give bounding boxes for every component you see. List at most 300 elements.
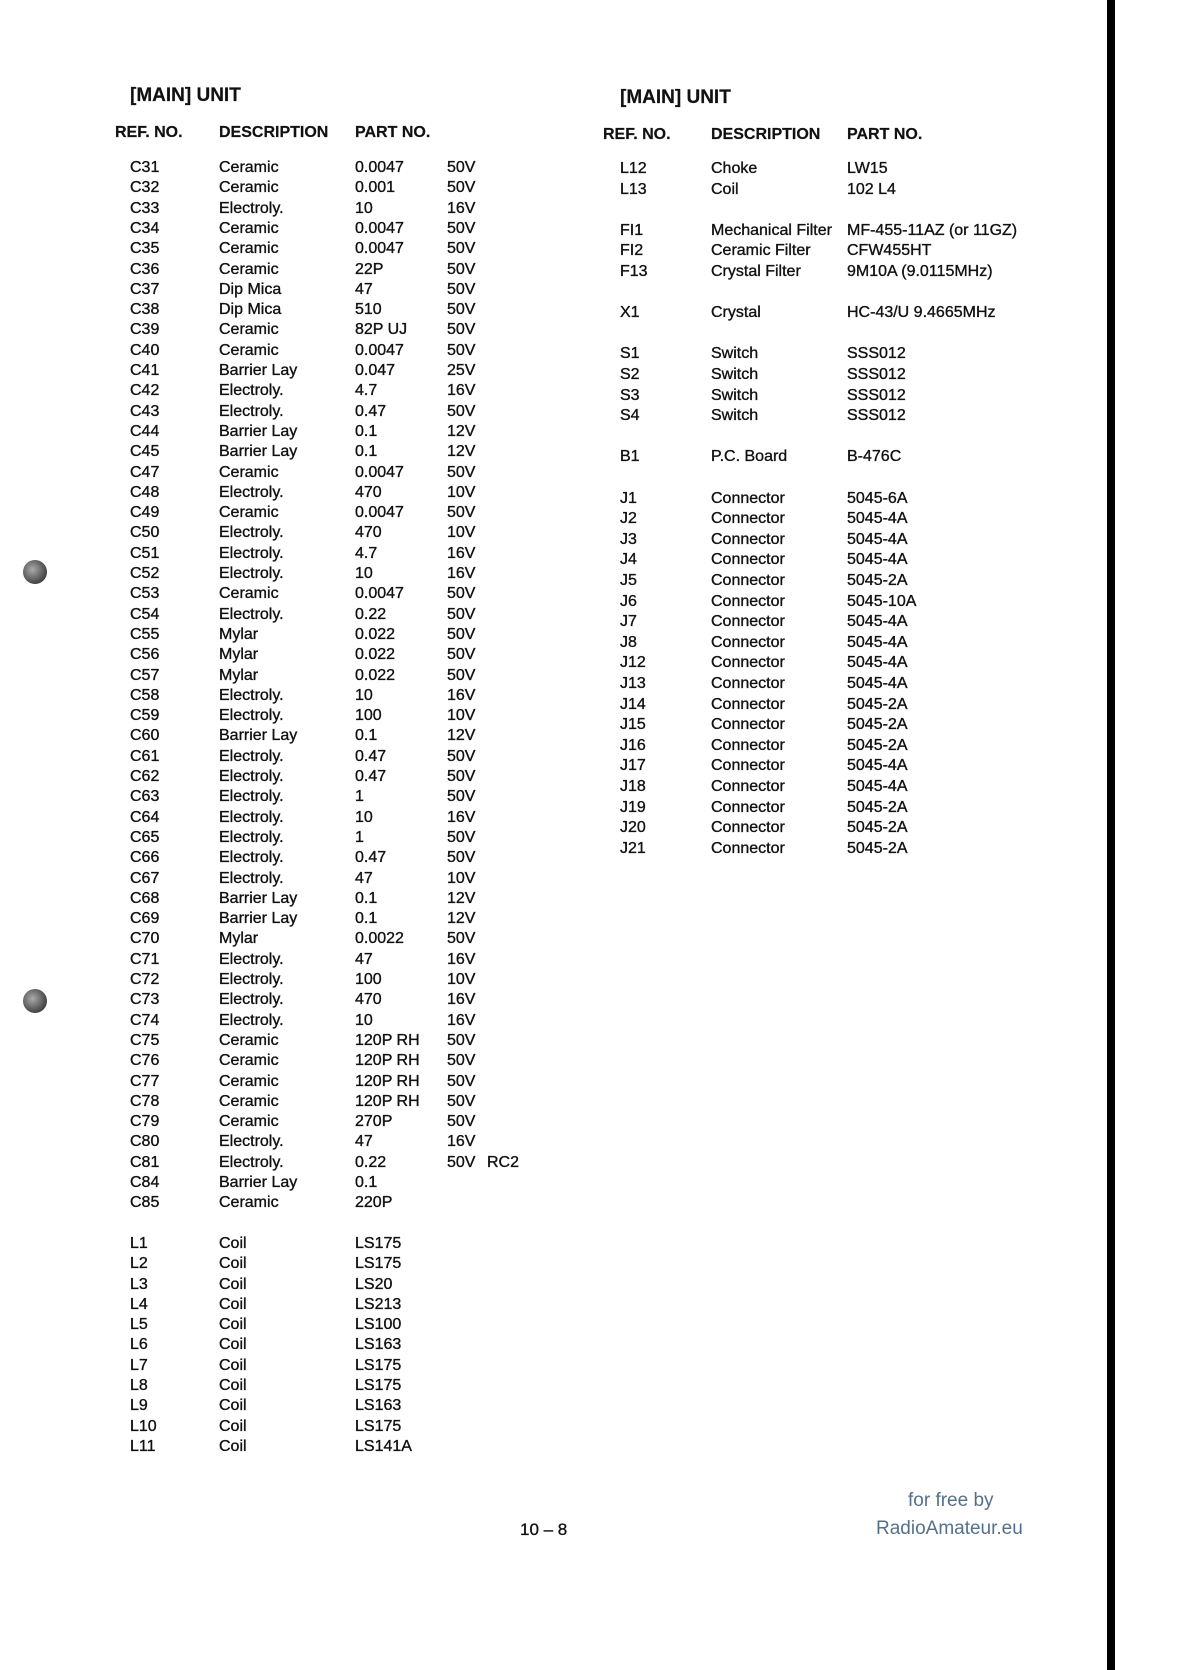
ref-no: J18 <box>620 778 646 795</box>
ref-no: L6 <box>130 1336 148 1354</box>
description: Ceramic Filter <box>711 242 811 260</box>
part-no: 5045-2A <box>847 572 908 589</box>
description: Ceramic <box>219 219 279 237</box>
part-no: 0.0047 <box>355 219 404 237</box>
description: Electroly. <box>219 971 284 988</box>
part-no: 1 <box>355 828 364 846</box>
description: Ceramic <box>219 1092 279 1110</box>
voltage-rating: 16V <box>447 950 476 968</box>
description: Connector <box>711 736 785 754</box>
part-no: 4.7 <box>355 544 378 562</box>
description: Electroly. <box>219 565 284 582</box>
voltage-rating: 50V <box>447 219 476 237</box>
ref-no: C52 <box>130 565 160 582</box>
description: Electroly. <box>219 950 284 968</box>
part-no: 0.22 <box>355 1153 387 1171</box>
part-no: CFW455HT <box>847 242 932 260</box>
description: Connector <box>711 633 785 651</box>
description: Electroly. <box>219 1011 284 1029</box>
description: Coil <box>219 1397 247 1415</box>
ref-no: C41 <box>130 362 160 379</box>
voltage-rating: 50V <box>447 463 476 481</box>
ref-no: L10 <box>130 1417 157 1435</box>
voltage-rating: 50V <box>447 260 476 278</box>
voltage-rating: 25V <box>447 362 476 379</box>
part-no: 5045-4A <box>847 654 908 672</box>
ref-no: C32 <box>130 179 160 197</box>
voltage-rating: 16V <box>447 565 476 582</box>
description: Electroly. <box>219 849 284 867</box>
description: Electroly. <box>219 768 284 785</box>
part-no: 220P <box>355 1194 393 1212</box>
voltage-rating: 16V <box>447 199 476 217</box>
part-no: 0.0047 <box>355 504 404 522</box>
ref-no: L11 <box>130 1437 156 1455</box>
part-no: LS175 <box>355 1417 402 1435</box>
description: Ceramic <box>219 585 279 603</box>
part-no: 47 <box>355 869 373 887</box>
ref-no: J14 <box>620 695 646 713</box>
voltage-rating: 50V <box>447 585 476 603</box>
description: Coil <box>219 1377 247 1394</box>
voltage-rating: 12V <box>447 889 476 907</box>
ref-no: C60 <box>130 727 160 745</box>
description: Switch <box>711 407 759 425</box>
part-no: LS175 <box>355 1356 402 1374</box>
voltage-rating: 50V <box>447 1092 476 1110</box>
ref-no: C85 <box>130 1194 160 1212</box>
description: Ceramic <box>219 463 279 481</box>
voltage-rating: 16V <box>447 382 476 400</box>
ref-no: C34 <box>130 219 160 237</box>
part-no: 10 <box>355 686 373 704</box>
ref-no: L2 <box>130 1255 148 1273</box>
description: Electroly. <box>219 869 284 887</box>
part-no: 0.47 <box>355 849 387 867</box>
part-no: 47 <box>355 280 373 298</box>
voltage-rating: 50V <box>447 341 476 359</box>
part-no: SSS012 <box>847 366 906 383</box>
ref-no: C71 <box>130 950 160 968</box>
ref-no: C44 <box>130 422 160 440</box>
part-no: 47 <box>355 950 373 968</box>
ref-no: C62 <box>130 768 160 785</box>
ref-no: J15 <box>620 716 646 734</box>
description: Switch <box>711 386 759 404</box>
part-no: SSS012 <box>847 407 906 425</box>
ref-no: C63 <box>130 788 160 806</box>
description: Ceramic <box>219 504 279 522</box>
ref-no: C78 <box>130 1092 160 1110</box>
voltage-rating: 16V <box>447 991 476 1009</box>
part-no: 5045-2A <box>847 716 908 734</box>
part-no: 270P <box>355 1113 393 1131</box>
part-no: 9M10A (9.0115MHz) <box>847 263 993 280</box>
part-no: LS163 <box>355 1336 402 1354</box>
description: Mylar <box>219 646 259 664</box>
ref-no: S2 <box>620 366 640 383</box>
ref-no: C76 <box>130 1052 160 1070</box>
voltage-rating: 50V <box>447 605 476 623</box>
ref-no: J16 <box>620 736 646 754</box>
part-no: 0.47 <box>355 768 387 785</box>
part-no: 5045-4A <box>847 633 908 651</box>
description: Barrier Lay <box>219 727 298 745</box>
ref-no: C68 <box>130 889 160 907</box>
description: Electroly. <box>219 686 284 704</box>
description: Electroly. <box>219 544 284 562</box>
description: Coil <box>711 180 739 198</box>
voltage-rating: 12V <box>447 422 476 440</box>
description: Connector <box>711 716 785 734</box>
description: Connector <box>711 798 785 816</box>
voltage-rating: 50V <box>447 849 476 867</box>
ref-no: J7 <box>620 613 637 631</box>
ref-no: FI1 <box>620 221 644 239</box>
ref-no: C31 <box>130 159 160 176</box>
description: Electroly. <box>219 828 284 846</box>
description: Electroly. <box>219 788 284 806</box>
ref-no: C53 <box>130 585 160 603</box>
part-no: 102 L4 <box>847 180 896 198</box>
voltage-rating: 10V <box>447 971 476 988</box>
part-no: LW15 <box>847 160 888 177</box>
part-no: 5045-4A <box>847 778 908 795</box>
description: Ceramic <box>219 159 279 176</box>
voltage-rating: 50V <box>447 747 476 765</box>
part-no: 5045-6A <box>847 489 908 507</box>
description: Ceramic <box>219 321 279 339</box>
ref-no: J19 <box>620 798 646 816</box>
description: Ceramic <box>219 260 279 278</box>
part-no: 0.47 <box>355 747 387 765</box>
voltage-rating: 10V <box>447 524 476 542</box>
ref-no: L9 <box>130 1397 148 1415</box>
ref-no: J1 <box>620 489 637 507</box>
description: Dip Mica <box>219 280 282 298</box>
description: Barrier Lay <box>219 910 298 928</box>
ref-no: C69 <box>130 910 160 928</box>
part-no: 120P RH <box>355 1052 420 1070</box>
part-no: 5045-4A <box>847 530 908 548</box>
description: Barrier Lay <box>219 422 298 440</box>
part-no: 10 <box>355 808 373 826</box>
description: Crystal Filter <box>711 263 801 280</box>
punch-hole <box>23 560 47 584</box>
part-no: 5045-4A <box>847 613 908 631</box>
voltage-rating: 50V <box>447 280 476 298</box>
voltage-rating: 10V <box>447 483 476 501</box>
description: Mylar <box>219 666 259 684</box>
description: Ceramic <box>219 341 279 359</box>
description: Mylar <box>219 625 259 643</box>
part-no: 22P <box>355 260 384 278</box>
ref-no: C43 <box>130 402 160 420</box>
voltage-rating: 50V <box>447 1072 476 1090</box>
description: Electroly. <box>219 483 284 501</box>
part-no: 0.001 <box>355 179 396 197</box>
description: Electroly. <box>219 382 284 400</box>
description: Connector <box>711 592 785 610</box>
left-header-ref: REF. NO. <box>115 124 183 141</box>
ref-no: J5 <box>620 572 637 589</box>
ref-no: C36 <box>130 260 160 278</box>
voltage-rating: 12V <box>447 727 476 745</box>
description: Dip Mica <box>219 301 282 319</box>
part-no: 120P RH <box>355 1092 420 1110</box>
ref-no: FI2 <box>620 242 644 260</box>
description: Switch <box>711 345 759 363</box>
ref-no: L13 <box>620 180 647 198</box>
part-no: MF-455-11AZ (or 11GZ) <box>847 221 1018 239</box>
ref-no: C84 <box>130 1174 160 1191</box>
description: Electroly. <box>219 1153 284 1171</box>
description: Coil <box>219 1275 247 1293</box>
ref-no: C42 <box>130 382 160 400</box>
description: Barrier Lay <box>219 1174 298 1191</box>
ref-no: C38 <box>130 301 160 319</box>
left-unit-title: [MAIN] UNIT <box>130 85 241 106</box>
part-no: 5045-2A <box>847 736 908 754</box>
description: Connector <box>711 654 785 672</box>
description: Electroly. <box>219 402 284 420</box>
part-no: 0.047 <box>355 362 396 379</box>
ref-no: L12 <box>620 160 647 177</box>
part-no: 5045-2A <box>847 819 908 837</box>
punch-hole <box>23 989 47 1013</box>
ref-no: J3 <box>620 530 637 548</box>
right-header-part: PART NO. <box>847 126 923 143</box>
description: Ceramic <box>219 240 279 258</box>
description: Coil <box>219 1417 247 1435</box>
part-no: LS175 <box>355 1255 402 1273</box>
right-header-ref: REF. NO. <box>603 126 671 143</box>
ref-no: C67 <box>130 869 160 887</box>
description: Connector <box>711 510 785 528</box>
part-no: 470 <box>355 524 382 542</box>
part-no: 0.022 <box>355 646 396 664</box>
voltage-rating: 16V <box>447 686 476 704</box>
ref-no: J17 <box>620 757 646 775</box>
voltage-rating: 50V <box>447 1153 476 1171</box>
voltage-rating: 50V <box>447 301 476 319</box>
part-no: 0.22 <box>355 605 387 623</box>
voltage-rating: 50V <box>447 828 476 846</box>
description: Ceramic <box>219 1194 279 1212</box>
description: Electroly. <box>219 1133 284 1151</box>
description: Electroly. <box>219 199 284 217</box>
ref-no: C51 <box>130 544 160 562</box>
description: Connector <box>711 551 785 569</box>
part-no: 1 <box>355 788 364 806</box>
part-no: 470 <box>355 991 382 1009</box>
description: Coil <box>219 1316 247 1334</box>
part-no: LS213 <box>355 1295 402 1313</box>
watermark-line1: for free by <box>908 1490 994 1511</box>
voltage-rating: 12V <box>447 443 476 461</box>
voltage-rating: 50V <box>447 504 476 522</box>
description: Connector <box>711 839 785 857</box>
ref-no: J8 <box>620 633 637 651</box>
voltage-rating: 50V <box>447 930 476 948</box>
voltage-rating: 10V <box>447 869 476 887</box>
description: Ceramic <box>219 1072 279 1090</box>
part-no: 0.0047 <box>355 585 404 603</box>
description: Electroly. <box>219 605 284 623</box>
description: Electroly. <box>219 524 284 542</box>
description: Ceramic <box>219 179 279 197</box>
part-no: 0.0047 <box>355 341 404 359</box>
ref-no: J4 <box>620 551 637 569</box>
left-header-part: PART NO. <box>355 124 431 141</box>
part-no: 10 <box>355 199 373 217</box>
voltage-rating: 50V <box>447 159 476 176</box>
ref-no: C39 <box>130 321 160 339</box>
description: Ceramic <box>219 1113 279 1131</box>
voltage-rating: 50V <box>447 402 476 420</box>
ref-no: B1 <box>620 448 640 466</box>
part-no: 0.1 <box>355 1174 378 1191</box>
right-header-desc: DESCRIPTION <box>711 126 821 143</box>
voltage-rating: 12V <box>447 910 476 928</box>
part-no: 5045-4A <box>847 510 908 528</box>
description: Connector <box>711 695 785 713</box>
part-no: 510 <box>355 301 382 319</box>
description: Ceramic <box>219 1052 279 1070</box>
ref-no: C49 <box>130 504 160 522</box>
ref-no: S3 <box>620 386 640 404</box>
ref-no: C58 <box>130 686 160 704</box>
ref-no: C74 <box>130 1011 160 1029</box>
part-no: 10 <box>355 1011 373 1029</box>
ref-no: X1 <box>620 304 640 322</box>
part-no: LS163 <box>355 1397 402 1415</box>
ref-no: C66 <box>130 849 160 867</box>
ref-no: J21 <box>620 839 646 857</box>
description: Coil <box>219 1336 247 1354</box>
voltage-rating: 10V <box>447 707 476 725</box>
voltage-rating: 50V <box>447 625 476 643</box>
description: Electroly. <box>219 991 284 1009</box>
part-no: 0.022 <box>355 666 396 684</box>
ref-no: L7 <box>130 1356 148 1374</box>
description: Switch <box>711 366 759 383</box>
note: RC2 <box>487 1153 520 1171</box>
description: Coil <box>219 1437 247 1455</box>
voltage-rating: 50V <box>447 788 476 806</box>
ref-no: C70 <box>130 930 160 948</box>
ref-no: J2 <box>620 510 637 528</box>
ref-no: C77 <box>130 1072 160 1090</box>
description: Electroly. <box>219 747 284 765</box>
watermark-line2: RadioAmateur.eu <box>876 1518 1023 1539</box>
ref-no: C55 <box>130 625 160 643</box>
ref-no: S4 <box>620 407 640 425</box>
voltage-rating: 16V <box>447 808 476 826</box>
ref-no: C37 <box>130 280 160 298</box>
part-no: 120P RH <box>355 1031 420 1049</box>
part-no: 5045-2A <box>847 695 908 713</box>
part-no: 0.1 <box>355 727 378 745</box>
part-no: SSS012 <box>847 345 906 363</box>
part-no: 0.1 <box>355 422 378 440</box>
ref-no: C35 <box>130 240 160 258</box>
ref-no: C81 <box>130 1153 160 1171</box>
part-no: 120P RH <box>355 1072 420 1090</box>
ref-no: C40 <box>130 341 160 359</box>
part-no: 5045-10A <box>847 592 917 610</box>
voltage-rating: 50V <box>447 1031 476 1049</box>
voltage-rating: 50V <box>447 179 476 197</box>
description: Connector <box>711 530 785 548</box>
ref-no: L4 <box>130 1295 148 1313</box>
ref-no: C73 <box>130 991 160 1009</box>
part-no: SSS012 <box>847 386 906 404</box>
description: Mechanical Filter <box>711 221 832 239</box>
description: Barrier Lay <box>219 889 298 907</box>
voltage-rating: 50V <box>447 321 476 339</box>
part-no: 5045-4A <box>847 675 908 692</box>
part-no: 0.1 <box>355 910 378 928</box>
description: Coil <box>219 1234 247 1252</box>
description: Electroly. <box>219 707 284 725</box>
ref-no: C33 <box>130 199 160 217</box>
part-no: LS175 <box>355 1377 402 1394</box>
description: Connector <box>711 613 785 631</box>
description: Coil <box>219 1295 247 1313</box>
description: P.C. Board <box>711 448 788 466</box>
part-no: 4.7 <box>355 382 378 400</box>
voltage-rating: 50V <box>447 1113 476 1131</box>
part-no: 0.0047 <box>355 240 404 258</box>
voltage-rating: 50V <box>447 1052 476 1070</box>
ref-no: S1 <box>620 345 640 363</box>
ref-no: C61 <box>130 747 160 765</box>
description: Connector <box>711 778 785 795</box>
ref-no: C75 <box>130 1031 160 1049</box>
ref-no: F13 <box>620 263 648 280</box>
part-no: B-476C <box>847 448 902 466</box>
part-no: 0.1 <box>355 443 378 461</box>
part-no: 0.1 <box>355 889 378 907</box>
part-no: 100 <box>355 971 382 988</box>
ref-no: C80 <box>130 1133 160 1151</box>
part-no: 10 <box>355 565 373 582</box>
part-no: 0.47 <box>355 402 387 420</box>
page-edge-border <box>1107 0 1115 1670</box>
voltage-rating: 50V <box>447 646 476 664</box>
part-no: 0.0047 <box>355 463 404 481</box>
voltage-rating: 16V <box>447 1011 476 1029</box>
ref-no: L5 <box>130 1316 148 1334</box>
ref-no: J13 <box>620 675 646 692</box>
description: Electroly. <box>219 808 284 826</box>
part-no: 82P UJ <box>355 321 408 339</box>
voltage-rating: 50V <box>447 240 476 258</box>
ref-no: J12 <box>620 654 646 672</box>
description: Connector <box>711 675 785 692</box>
part-no: 5045-4A <box>847 551 908 569</box>
part-no: 0.0022 <box>355 930 404 948</box>
ref-no: C72 <box>130 971 160 988</box>
ref-no: C57 <box>130 666 160 684</box>
part-no: LS141A <box>355 1437 412 1455</box>
ref-no: L8 <box>130 1377 148 1394</box>
description: Connector <box>711 489 785 507</box>
page-number: 10 – 8 <box>520 1520 568 1539</box>
part-no: LS100 <box>355 1316 402 1334</box>
description: Ceramic <box>219 1031 279 1049</box>
